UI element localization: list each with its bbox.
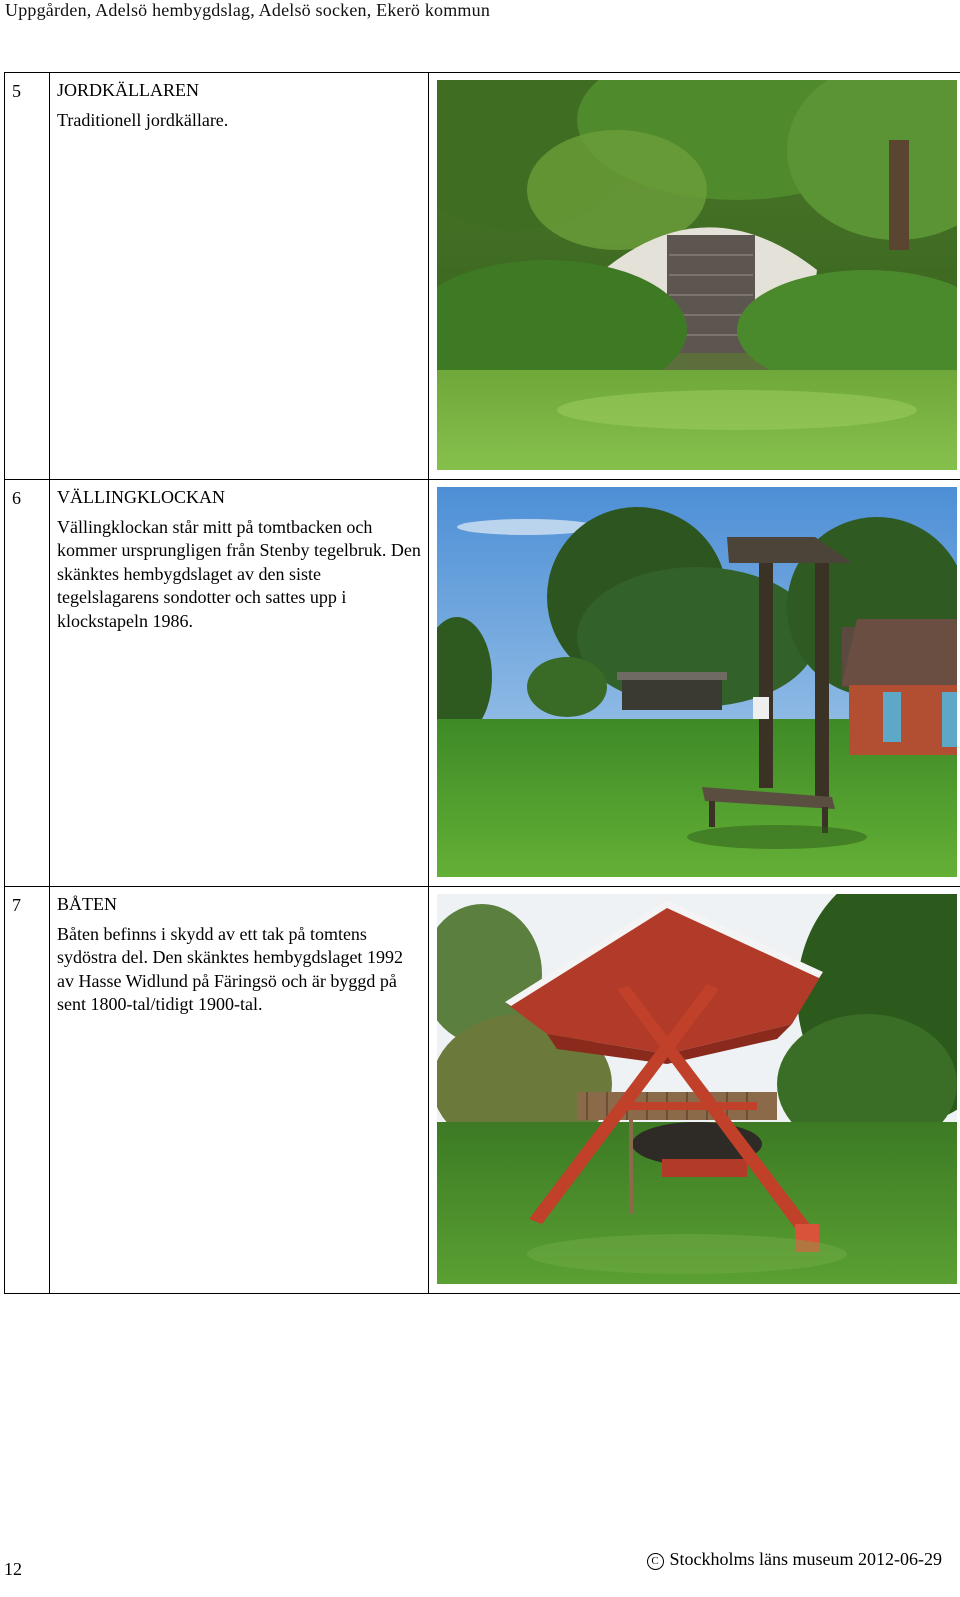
copyright-icon: C — [647, 1553, 664, 1570]
table-row — [5, 887, 960, 1294]
row-title: VÄLLINGKLOCKAN — [57, 487, 225, 507]
table-row — [5, 73, 960, 480]
row-number: 6 — [5, 480, 50, 887]
object-table — [4, 72, 960, 1294]
page-header: Uppgården, Adelsö hembygdslag, Adelsö socken, Ekerö kommun — [5, 0, 491, 20]
row-number: 5 — [5, 73, 50, 480]
page-number: 12 — [4, 1559, 22, 1579]
row-title: BÅTEN — [57, 894, 117, 914]
bell-tower-photo — [437, 487, 957, 877]
credit-text: Stockholms läns museum 2012-06-29 — [669, 1549, 942, 1569]
row-text — [50, 887, 429, 1294]
row-title: JORDKÄLLAREN — [57, 80, 199, 100]
row-photo-cell — [429, 73, 960, 480]
row-description: Vällingklockan står mitt på tomtbacken och kommer ursprungligen från Stenby tegelbruk. Den skänktes hembygdslaget av den siste tegelslagarens sondotter och sattes upp i klockstapeln 1986. — [57, 516, 421, 631]
row-text — [50, 73, 429, 480]
footer-credit — [647, 1549, 943, 1570]
row-text — [50, 480, 429, 887]
row-description: Traditionell jordkällare. — [57, 109, 229, 130]
row-number: 7 — [5, 887, 50, 1294]
row-photo-cell — [429, 480, 960, 887]
root-cellar-photo — [437, 80, 957, 470]
boat-shelter-photo — [437, 894, 957, 1284]
row-description: Båten befinns i skydd av ett tak på tomtens sydöstra del. Den skänktes hembygdslaget 1992 av Hasse Widlund på Färingsö och är byggd på sent 1800-tal/tidigt 1900-tal. — [57, 923, 403, 1014]
row-photo-cell — [429, 887, 960, 1294]
table-row — [5, 480, 960, 887]
